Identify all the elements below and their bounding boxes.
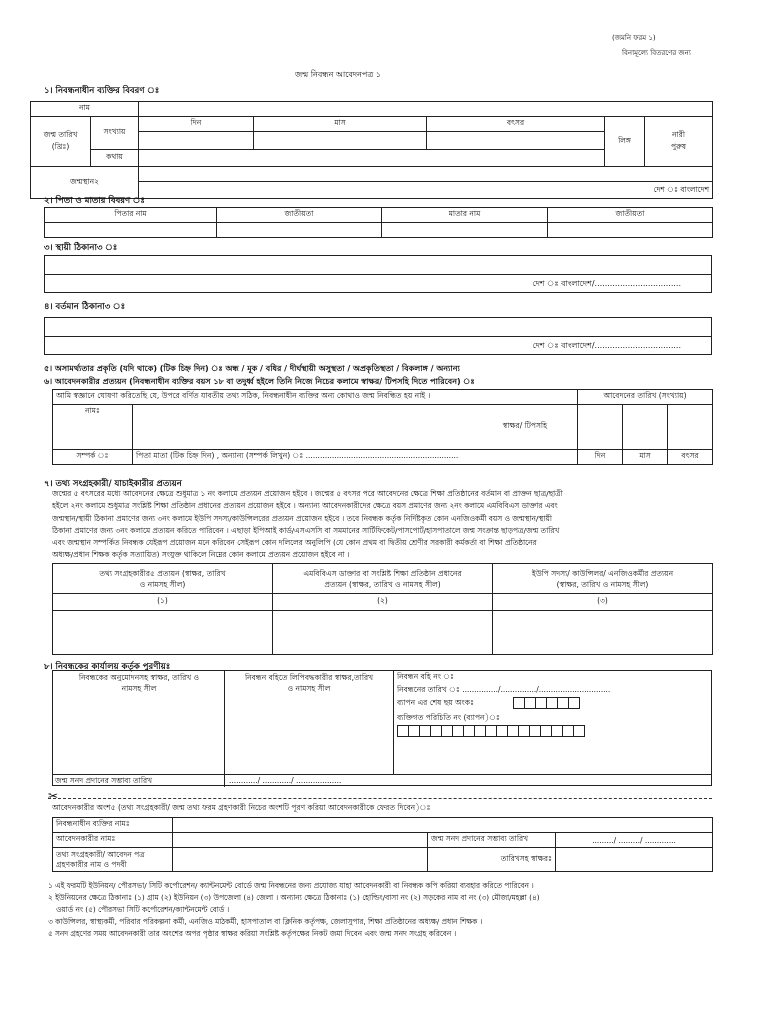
father-name-head: পিতার নাম <box>45 208 217 223</box>
scissors-icon: ✂ <box>48 789 59 803</box>
month-label: মাস <box>254 117 427 132</box>
signature-area[interactable] <box>133 405 578 450</box>
applicant-name-label: নামঃ <box>53 405 133 450</box>
para-line: জন্মস্থান/স্থায়ী ঠিকানা প্রমাণের জন্য ৩নং কলামে ইউপি সদস্য/কাউন্সিলরের প্রত্যয়ন প্রয়োজন হইবে । তবে নিবন্ধক কর্তৃক নির্দিষ্টকৃত কোন এনজিওকর্মী বয়স ও জন্মস্থান/স্থায়ী <box>52 513 552 523</box>
footnote: ২ ইউনিয়নের ক্ষেত্রে ঠিকানাঃ (১) গ্রাম (২) ইউনিয়ন (৩) উপজেলা (৪) জেলা । অন্যান্য ক্ষেত্রে ঠিকানাঃ (১) হোল্ডিং/বাসা নং (২) সড়কের নাম বা নং (৩) মৌজা/মহল্লা (৪) <box>48 893 540 902</box>
section8-box <box>52 670 712 786</box>
apply-day-label: দিন <box>578 450 623 465</box>
father-nationality-input[interactable] <box>217 223 382 238</box>
reg-date-label[interactable]: নিবন্ধনের তারিখ ঃ .............../.............../.............................. <box>397 685 611 694</box>
ubrn-boxes[interactable] <box>513 697 579 711</box>
section7-paragraph <box>52 488 714 562</box>
relation-options[interactable]: পিতা মাতা (টিক চিহ্ন দিন) , অন্যান্য (সম্পর্ক লিখুন) ঃ ................................................................ <box>133 450 578 465</box>
register-sign-label: নিবন্ধন বহিতে লিপিবদ্ধকারীর স্বাক্ষর,তারিখ ও নামসহ সীল <box>244 673 374 693</box>
day-label: দিন <box>139 117 254 132</box>
section7-table <box>52 563 713 655</box>
tear-probable-date-label: জন্ম সনদ প্রদানের সম্ভাব্য তারিখ <box>428 833 556 848</box>
dated-sign-input[interactable] <box>556 848 713 872</box>
birthplace-input[interactable] <box>139 167 713 199</box>
mother-name-head: মাতার নাম <box>382 208 548 223</box>
councillor-cert-head: ইউপি সদস্য/ কাউন্সিলর/ এনজিওকর্মীর প্রত্যয়ন (স্বাক্ষর, তারিখ ও নামসহ সীল) <box>493 564 713 594</box>
page-title: জন্ম নিবন্ধন আবেদনপত্র ১ <box>295 70 381 79</box>
para-line: জন্মের ৫ বৎসরের মধ্যে আবেদনের ক্ষেত্রে শুধুমাত্র ১ নং কলামে প্রত্যয়ন প্রয়োজন হইবে । জন্মের ৫ বৎসর পরে আবেদনের ক্ষেত্রে শিক্ষা প্রতিষ্ঠানের বর্তমান বা প্রাক্তন ছাত্র/ছাত্রী <box>52 489 563 498</box>
section1-table <box>30 101 713 199</box>
dob-label: জন্ম তারিখ (খ্রিঃ) <box>31 117 91 167</box>
councillor-cert-area[interactable] <box>493 611 713 655</box>
in-numbers-label: সংখ্যায় <box>91 117 139 150</box>
birthplace-country: দেশ ঃ বাংলাদেশ <box>653 185 710 194</box>
section1-heading: ১। নিবন্ধনাধীন ব্যক্তির বিবরণ ঃ <box>44 86 160 96</box>
section5-disability: ৫। অসামর্থ্যতার প্রকৃতি (যদি থাকে) (টিক চিহ্ন দিন) ঃ অন্ধ / মূক / বধির / দীর্ঘস্থায়ী অসুস্থতা / অপ্রকৃতিস্থতা / বিকলাঙ্গ / অন্যান্য <box>44 364 460 373</box>
person-name-label: নিবন্ধনাধীন ব্যক্তির নামঃ <box>53 818 173 833</box>
month-input[interactable] <box>254 132 427 150</box>
collector-cert-head: তথ্য সংগ্রহকারীর৫ প্রত্যয়ন (স্বাক্ষর, তারিখ ও নামসহ সীল) <box>53 564 273 594</box>
day-input[interactable] <box>139 132 254 150</box>
footnote: ওয়ার্ড নং (৫) পৌরসভা সিটি কর্পোরেশন/ক্যান্টনমেন্ট বোর্ড । <box>56 905 230 914</box>
footnote: ১ এই ফরমটি ইউনিয়ন/ পৌরসভা/ সিটি কর্পোরেশন/ ক্যান্টনমেন্ট বোর্ডে জন্ম নিবন্ধনের জন্য প্রযোজ্য যাহা আবেদনকারী বা নিবন্ধক কপি করিয়া ব্যবহার করিতে পারিবেন । <box>48 881 534 890</box>
section6-heading: ৬। আবেদনকারীর প্রত্যয়ন (নিবন্ধনাধীন ব্যক্তির বয়স ১৮ বা তদুর্ধ্ব হইলে তিনি নিজে নিচের কলামে স্বাক্ষর/ টিপসহি দিতে পারিবেন) ঃ <box>44 377 475 386</box>
footnote: ৩ কাউন্সিলর, স্বাস্থ্যকর্মী, পরিবার পরিকল্পনা কর্মী, এনজিও মাঠকর্মী, হাসপাতাল বা ক্লিনিক কর্তৃপক্ষ, জেলাসুপার, শিক্ষা প্রতিষ্ঠানের অধ্যক্ষ/ প্রধান শিক্ষক । <box>48 917 483 926</box>
section2-table <box>44 207 713 238</box>
permanent-address-box[interactable] <box>44 255 712 293</box>
applicant-name-label: আবেদনকারীর নামঃ <box>53 833 173 848</box>
father-name-input[interactable] <box>45 223 217 238</box>
apply-month-input[interactable] <box>623 405 668 450</box>
dated-sign-label: তারিখসহ স্বাক্ষরঃ <box>428 848 556 872</box>
sex-label: লিঙ্গ <box>605 117 645 167</box>
name-label: নাম <box>31 102 139 117</box>
col-num-2: (২) <box>273 594 493 611</box>
year-label: বৎসর <box>427 117 605 132</box>
collector-input[interactable] <box>173 848 428 872</box>
person-name-input[interactable] <box>173 818 713 833</box>
section4-heading: ৪। বর্তমান ঠিকানা৩ ঃ <box>44 302 126 312</box>
col-num-1: (১) <box>53 594 273 611</box>
birthplace-label: জন্মস্থান২ <box>31 167 139 199</box>
section2-heading: ২। পিতা ও মাতার বিবরণ ঃ <box>44 196 145 206</box>
free-distribution-note: বিনামূল্যে বিতরণের জন্য <box>622 49 691 57</box>
father-nationality-head: জাতীয়তা <box>217 208 382 223</box>
apply-year-label: বৎসর <box>668 450 713 465</box>
ubrn-label: ব্যাপন এর শেষ ছয় অংকঃ <box>397 698 475 707</box>
relation-label: সম্পর্ক ঃ <box>53 450 133 465</box>
section3-heading: ৩। স্থায়ী ঠিকানা৩ ঃ <box>44 243 118 253</box>
probable-date-input[interactable]: ............/ ............/ ................... <box>229 776 342 785</box>
section7-heading: ৭। তথ্য সংগ্রহকারী/ যাচাইকারীর প্রত্যয়ন <box>44 479 182 489</box>
permanent-address-country: দেশ ঃ বাংলাদেশ/.................................. <box>532 279 681 288</box>
present-address-country: দেশ ঃ বাংলাদেশ/.................................. <box>532 341 681 350</box>
sex-options[interactable]: নারী পুরুষ <box>645 117 713 167</box>
name-input[interactable] <box>139 102 713 117</box>
apply-month-label: মাস <box>623 450 668 465</box>
mother-nationality-input[interactable] <box>548 223 713 238</box>
col-num-3: (৩) <box>493 594 713 611</box>
present-address-box[interactable] <box>44 317 712 355</box>
personal-id-label: ব্যক্তিগত পরিচিতি নং (ব্যাপন)ঃ <box>397 713 500 722</box>
declaration-text: আমি স্বজ্ঞানে ঘোষণা করিতেছি যে, উপরে বর্ণিত যাবতীয় তথ্য সঠিক, নিবন্ধনাধীন ব্যক্তির অন্য কোথাও জন্ম নিবন্ধিত হয় নাই । <box>53 390 578 405</box>
mother-name-input[interactable] <box>382 223 548 238</box>
applicant-name-input[interactable] <box>173 833 428 848</box>
probable-date-label: জন্ম সনদ প্রদানের সম্ভাব্য তারিখ <box>55 776 153 785</box>
section8-heading: ৮। নিবন্ধকের কার্যালয় কর্তৃক পুরণীয়ঃ <box>44 662 171 672</box>
doctor-cert-area[interactable] <box>273 611 493 655</box>
mother-nationality-head: জাতীয়তা <box>548 208 713 223</box>
tear-probable-date-input[interactable]: ........./ ........./ ............. <box>556 833 713 848</box>
book-no-label: নিবন্ধন বহি নং ঃ <box>397 672 455 681</box>
tear-table <box>52 817 713 872</box>
para-line: ঠিকানা প্রমাণের জন্য ৩নং কলামে প্রত্যয়ন করিতে পারিবেন । এছাড়া ইপিআই কার্ড/এসএসসি বা সমমানের সার্টিফিকেট/পাসপোর্ট/হাসপাতালে জন্ম সংক্রান্ত ছাড়পত্র/জন্ম তারিখ <box>52 525 560 535</box>
footnotes <box>48 880 716 940</box>
signature-label: স্বাক্ষর/ টিপসহি <box>502 421 548 430</box>
apply-day-input[interactable] <box>578 405 623 450</box>
tear-heading: আবেদনকারীর অংশ৫ (তথ্য সংগ্রহকারী/ জন্ম তথ্য ফরম গ্রহণকারী নিচের অংশটি পূরণ করিয়া আবেদনকারীকে ফেরত দিবেন)ঃ <box>52 803 431 812</box>
tear-line <box>48 798 712 799</box>
form-number: (জমনি ফরম ১) <box>612 34 656 42</box>
para-line: অধ্যক্ষ/প্রধান শিক্ষক কর্তৃক সত্যায়িত) সংযুক্ত থাকিলে নিম্নের কোন কলামে প্রত্যয়ন প্রয়োজন হইবে না । <box>52 550 350 560</box>
apply-year-input[interactable] <box>668 405 713 450</box>
section6-table <box>52 389 713 465</box>
dob-words-input[interactable] <box>139 150 605 167</box>
approval-label: নিবন্ধকের অনুমোদনসহ স্বাক্ষর, তারিখ ও নামসহ সীল <box>78 673 200 693</box>
doctor-cert-head: এমবিবিএস ডাক্তার বা সংশ্লিষ্ট শিক্ষা প্রতিষ্ঠান প্রধানের প্রত্যয়ন (স্বাক্ষর, তারিখ ও নামসহ সীল) <box>273 564 493 594</box>
in-words-label: কথায় <box>91 150 139 167</box>
footnote: ৫ সনদ গ্রহণের সময় আবেদনকারী তার অংশের অপর পৃষ্ঠার স্বাক্ষর করিয়া সংশ্লিষ্ট কর্তৃপক্ষের নিকট জমা দিবেন এবং জন্ম সনদ সংগ্রহ করিবেন । <box>48 929 457 938</box>
collector-label: তথ্য সংগ্রহকারী/ আবেদন পত্র গ্রহণকারীর নাম ও পদবী <box>53 848 173 872</box>
para-line: এবং জন্মস্থান সম্পর্কিত নিবন্ধক যেইরূপ প্রয়োজন মনে করিবেন সেইরূপ কোন দলিলের অনুলিপি (যে কোন প্রথম বা দ্বিতীয় শ্রেণীর সরকারী কর্মকর্তা বা শিক্ষা প্রতিষ্ঠানের <box>52 538 537 548</box>
para-line: হইলে ২নং কলামে শুধুমাত্র সংশ্লিষ্ট শিক্ষা প্রতিষ্ঠান প্রধানের প্রত্যয়ন প্রয়োজন হইবে । অন্যান্য আবেদনকারীদের ক্ষেত্রে বয়স প্রমাণের জন্য ২নং কলামে এমবিবিএস ডাক্তার এবং <box>52 501 558 511</box>
collector-cert-area[interactable] <box>53 611 273 655</box>
year-input[interactable] <box>427 132 605 150</box>
personal-id-boxes[interactable] <box>397 725 584 739</box>
apply-date-label: আবেদনের তারিখ (সংখ্যায়) <box>578 390 713 405</box>
